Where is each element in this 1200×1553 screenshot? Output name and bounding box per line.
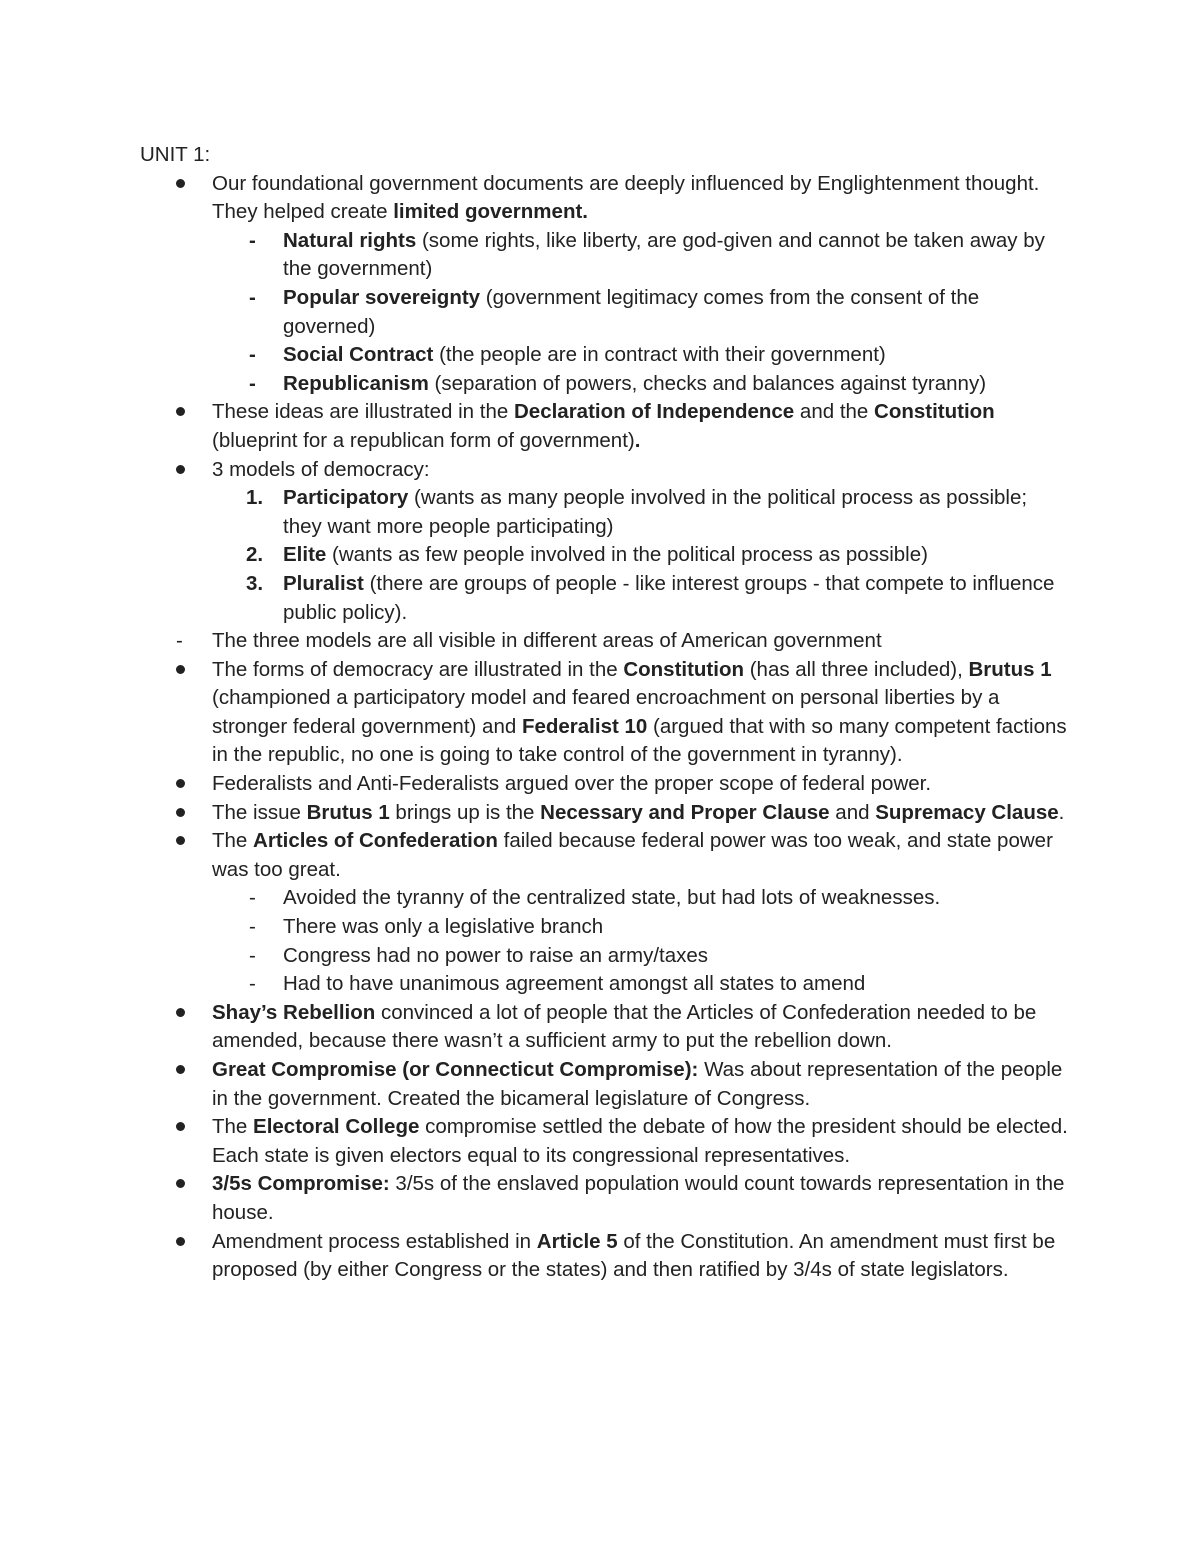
list-item: - Republicanism (separation of powers, checks and balances against tyranny) — [140, 370, 1070, 399]
list-item: 3 models of democracy: — [140, 456, 1070, 485]
bullet-icon — [176, 1065, 185, 1074]
dash-icon: - — [249, 343, 256, 367]
dash-icon: - — [176, 629, 183, 653]
dash-icon: - — [249, 285, 256, 309]
list-item: - Social Contract (the people are in contract with their government) — [140, 341, 1070, 370]
list-item: - Natural rights (some rights, like liberty, are god-given and cannot be taken away by the government) — [249, 228, 1045, 281]
bullet-icon — [176, 836, 185, 845]
dash-icon: - — [249, 915, 256, 939]
bullet-icon — [176, 665, 185, 674]
bullet-icon — [176, 465, 185, 474]
bullet-icon — [176, 808, 185, 817]
notes-content — [140, 141, 1070, 1285]
list-item: Federalists and Anti-Federalists argued over the proper scope of federal power. — [140, 770, 1070, 799]
list-item: Shay’s Rebellion convinced a lot of people that the Articles of Confederation needed to be amended, because there wasn’t a sufficient army to put the rebellion down. — [140, 999, 1070, 1056]
list-item: - Avoided the tyranny of the centralized state, but had lots of weaknesses. — [140, 884, 1070, 913]
bullet-icon — [176, 1179, 185, 1188]
list-item: - Had to have unanimous agreement amongst all states to amend — [140, 970, 1070, 999]
list-item: Our foundational government documents are deeply influenced by Englightenment thought. They helped create limited government. — [140, 170, 1070, 227]
list-number: 2. — [246, 543, 264, 567]
notes-list — [140, 170, 1070, 1285]
bullet-icon — [176, 1122, 185, 1131]
list-item: 2. Elite (wants as few people involved in the political process as possible) — [140, 541, 1070, 570]
list-item: The Electoral College compromise settled the debate of how the president should be elected. Each state is given electors equal to its congressional representatives. — [140, 1113, 1070, 1170]
bullet-icon — [176, 179, 185, 188]
list-item: 1. Participatory (wants as many people involved in the political process as possible; they want more people participating) — [246, 486, 1028, 538]
list-item: 3/5s Compromise: 3/5s of the enslaved population would count towards representation in the house. — [140, 1170, 1070, 1227]
unit-heading: UNIT 1: — [140, 143, 211, 166]
list-item: Amendment process established in Article 5 of the Constitution. An amendment must first be proposed (by either Congress or the states) and then ratified by 3/4s of state legislators. — [140, 1228, 1070, 1285]
list-item: The issue Brutus 1 brings up is the Necessary and Proper Clause and Supremacy Clause. — [140, 799, 1070, 828]
list-item: The forms of democracy are illustrated in the Constitution (has all three included), Brutus 1 (championed a participatory model and feared encroachment on personal liberties by a stronger federal government) and Federalist 10 (argued that with so many competent factions in the republic, no one is going to take control of the government in tyranny). — [140, 656, 1070, 770]
bullet-icon — [176, 1008, 185, 1017]
list-item: Great Compromise (or Connecticut Compromise): Was about representation of the people in the government. Created the bicameral legislature of Congress. — [140, 1056, 1070, 1113]
dash-icon: - — [249, 228, 256, 252]
list-item: The Articles of Confederation failed because federal power was too weak, and state power was too great. — [140, 827, 1070, 884]
dash-icon: - — [249, 371, 256, 395]
dash-icon: - — [249, 972, 256, 996]
list-item: These ideas are illustrated in the Declaration of Independence and the Constitution (blueprint for a republican form of government). — [140, 398, 1070, 455]
list-item: - Congress had no power to raise an army/taxes — [140, 942, 1070, 971]
list-item: 3. Pluralist (there are groups of people - like interest groups - that compete to influence public policy). — [246, 571, 1055, 624]
bullet-icon — [176, 407, 185, 416]
list-item: - Popular sovereignty (government legitimacy comes from the consent of the governed) — [249, 285, 980, 338]
list-item: - The three models are all visible in different areas of American government — [140, 627, 1070, 656]
bullet-icon — [176, 1237, 185, 1246]
list-number: 1. — [246, 486, 264, 510]
dash-icon: - — [249, 943, 256, 967]
bullet-icon — [176, 779, 185, 788]
list-number: 3. — [246, 571, 264, 595]
list-item: - There was only a legislative branch — [140, 913, 1070, 942]
dash-icon: - — [249, 886, 256, 910]
